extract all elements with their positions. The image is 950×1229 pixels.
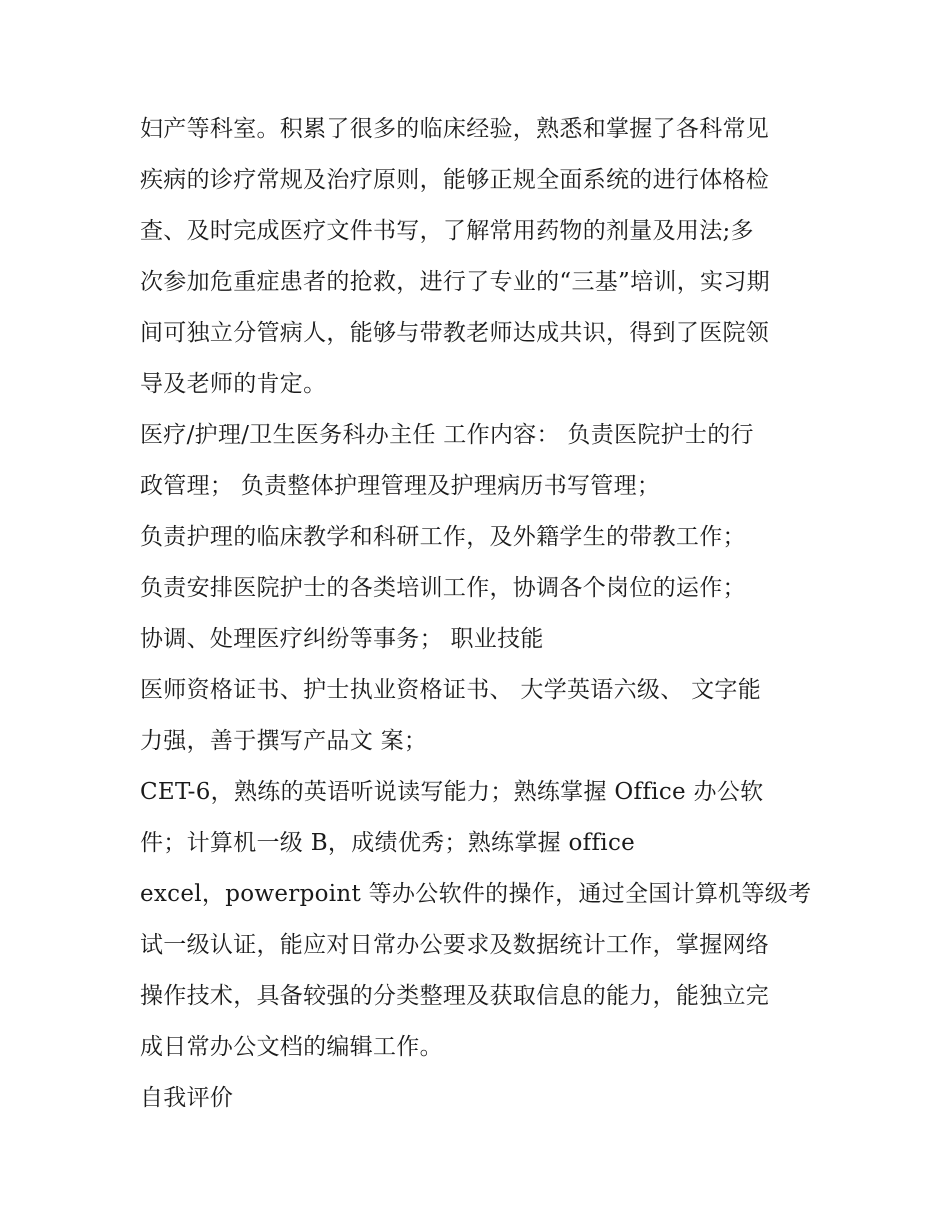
text-line: 疾病的诊疗常规及治疗原则，能够正规全面系统的进行体格检	[140, 167, 770, 193]
text-line: 导及老师的肯定。	[140, 371, 327, 397]
text-line: excel，powerpoint 等办公软件的操作，通过全国计算机等级考	[140, 881, 812, 907]
document-body	[140, 104, 840, 1124]
text-line: CET-6，熟练的英语听说读写能力；熟练掌握 Office 办公软	[140, 779, 764, 805]
text-line: 件；计算机一级 B，成绩优秀；熟练掌握 office	[140, 830, 636, 856]
text-line: 协调、处理医疗纠纷等事务； 职业技能	[140, 626, 544, 652]
text-line: 次参加危重症患者的抢救，进行了专业的“三基”培训，实习期	[140, 269, 770, 295]
text-line: 负责安排医院护士的各类培训工作，协调各个岗位的运作；	[140, 575, 746, 601]
text-line: 医疗/护理/卫生医务科办主任 工作内容： 负责医院护士的行	[140, 422, 754, 448]
text-line: 操作技术，具备较强的分类整理及获取信息的能力，能独立完	[140, 983, 770, 1009]
text-line: 妇产等科室。积累了很多的临床经验，熟悉和掌握了各科常见	[140, 116, 770, 142]
section-heading: 自我评价	[140, 1085, 234, 1111]
text-line: 负责护理的临床教学和科研工作，及外籍学生的带教工作；	[140, 524, 746, 550]
text-line: 力强，善于撰写产品文 案；	[140, 728, 428, 754]
text-line: 医师资格证书、护士执业资格证书、 大学英语六级、 文字能	[140, 677, 762, 703]
text-line: 政管理； 负责整体护理管理及护理病历书写管理；	[140, 473, 661, 499]
text-line: 成日常办公文档的编辑工作。	[140, 1034, 443, 1060]
text-line: 间可独立分管病人，能够与带教老师达成共识，得到了医院领	[140, 320, 770, 346]
text-line: 查、及时完成医疗文件书写，了解常用药物的剂量及用法;多	[140, 218, 754, 244]
text-line: 试一级认证，能应对日常办公要求及数据统计工作，掌握网络	[140, 932, 770, 958]
